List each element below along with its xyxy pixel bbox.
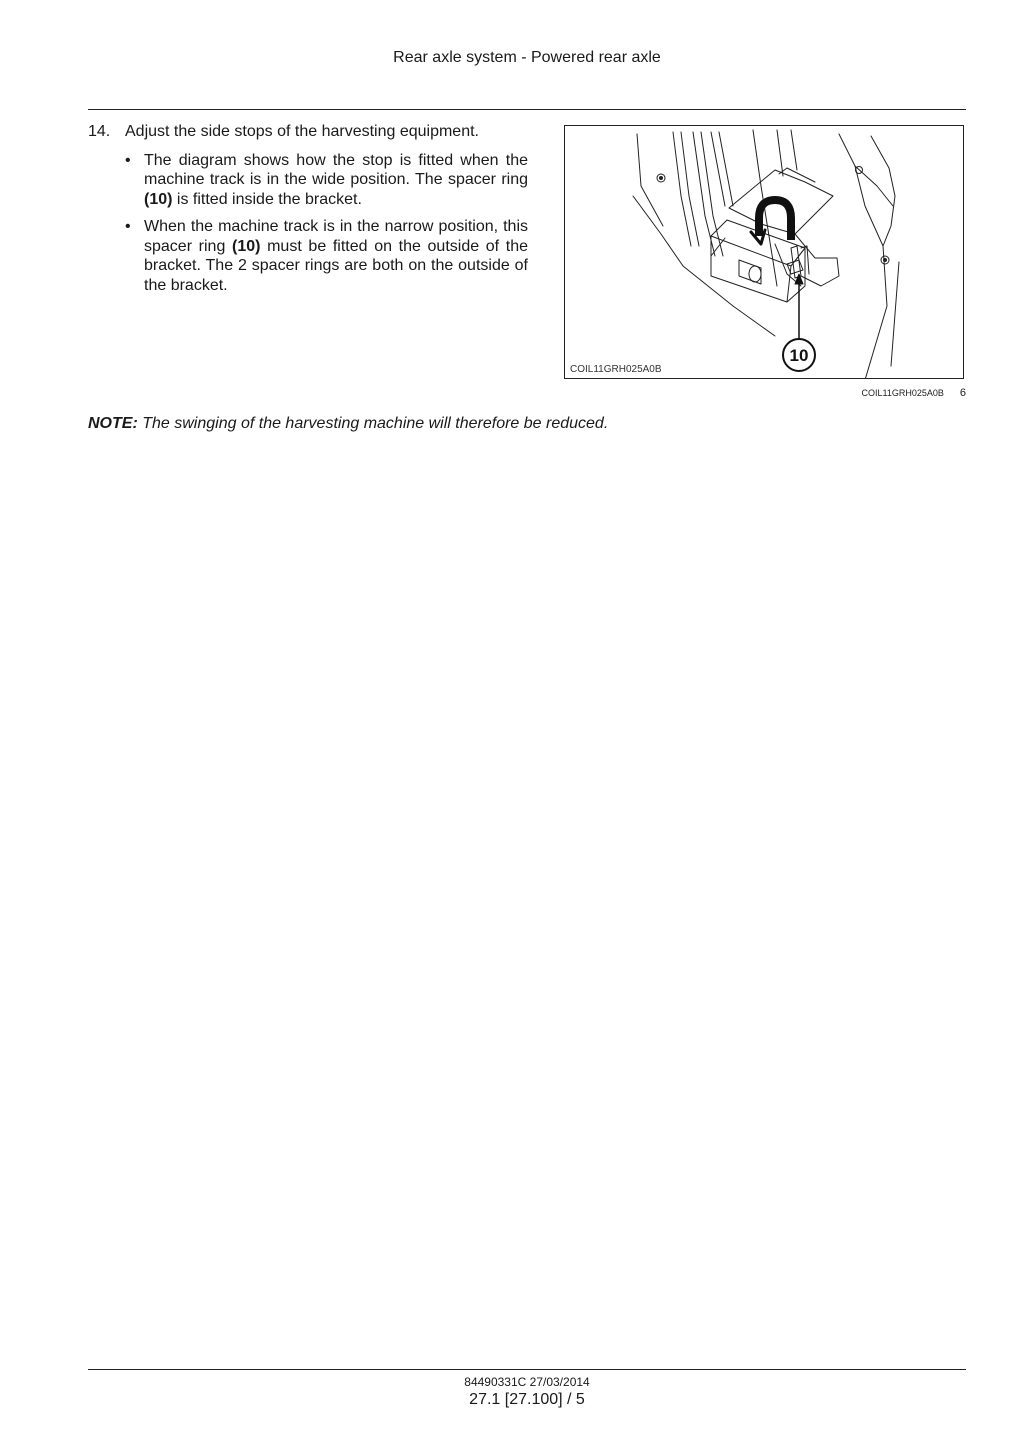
bullet-text-after: is fitted inside the bracket.	[172, 190, 362, 208]
footer-rule	[88, 1369, 966, 1370]
bullet-item	[88, 151, 528, 210]
caption-reference: COIL11GRH025A0B	[861, 388, 944, 398]
post-edge	[791, 130, 797, 170]
bullet-text-before: The diagram shows how the stop is fitted when the machine track is in the wide position. The spacer ring	[144, 151, 528, 188]
figure-caption	[840, 387, 966, 399]
note-text: The swinging of the harvesting machine will therefore be reduced.	[142, 415, 609, 432]
callout-arrowhead	[795, 274, 803, 284]
right-frame	[891, 262, 899, 366]
step-bullet-list	[88, 151, 528, 296]
nut	[739, 260, 761, 284]
running-header: Rear axle system - Powered rear axle	[393, 49, 661, 66]
bullet-dot: •	[125, 151, 131, 169]
bullet-dot: •	[125, 218, 131, 235]
bullet-reference: (10)	[232, 237, 261, 255]
figure-number: 6	[959, 387, 966, 399]
post-edge	[777, 130, 783, 176]
panel-edge	[637, 134, 663, 226]
image-reference: COIL11GRH025A0B	[570, 364, 662, 375]
right-frame	[855, 166, 893, 206]
technical-illustration	[564, 125, 964, 379]
frame-line	[681, 132, 699, 246]
stop-block-front	[711, 236, 791, 302]
right-frame	[871, 136, 895, 196]
bolt-center	[884, 259, 887, 262]
step-number: 14.	[88, 123, 111, 140]
step-heading	[88, 122, 528, 142]
page-number: 27.1 [27.100] / 5	[469, 1391, 585, 1408]
bullet-text-after: must be fitted on the outside of the bracket. The 2 spacer rings are both on the outside of the bracket.	[144, 237, 529, 294]
procedure-step	[88, 122, 528, 303]
bolt-head	[749, 266, 761, 282]
step-text: Adjust the side stops of the harvesting equipment.	[125, 123, 479, 140]
frame-line	[711, 132, 725, 206]
note-label: NOTE:	[88, 415, 138, 432]
note	[88, 415, 888, 433]
frame-line	[719, 132, 733, 206]
bracket-drawing	[565, 126, 964, 379]
bullet-reference: (10)	[144, 190, 173, 208]
bullet-text-before: When the machine track is in the narrow position, this spacer ring	[144, 218, 528, 255]
right-frame	[839, 134, 887, 379]
bolt-center	[660, 177, 663, 180]
bullet-item	[88, 217, 528, 295]
callout-label: 10	[789, 346, 809, 365]
frame-line	[701, 132, 723, 256]
document-code: 84490331C 27/03/2014	[464, 1375, 590, 1389]
header-rule	[88, 109, 966, 110]
right-frame	[883, 196, 895, 246]
bracket-arm	[795, 234, 839, 286]
